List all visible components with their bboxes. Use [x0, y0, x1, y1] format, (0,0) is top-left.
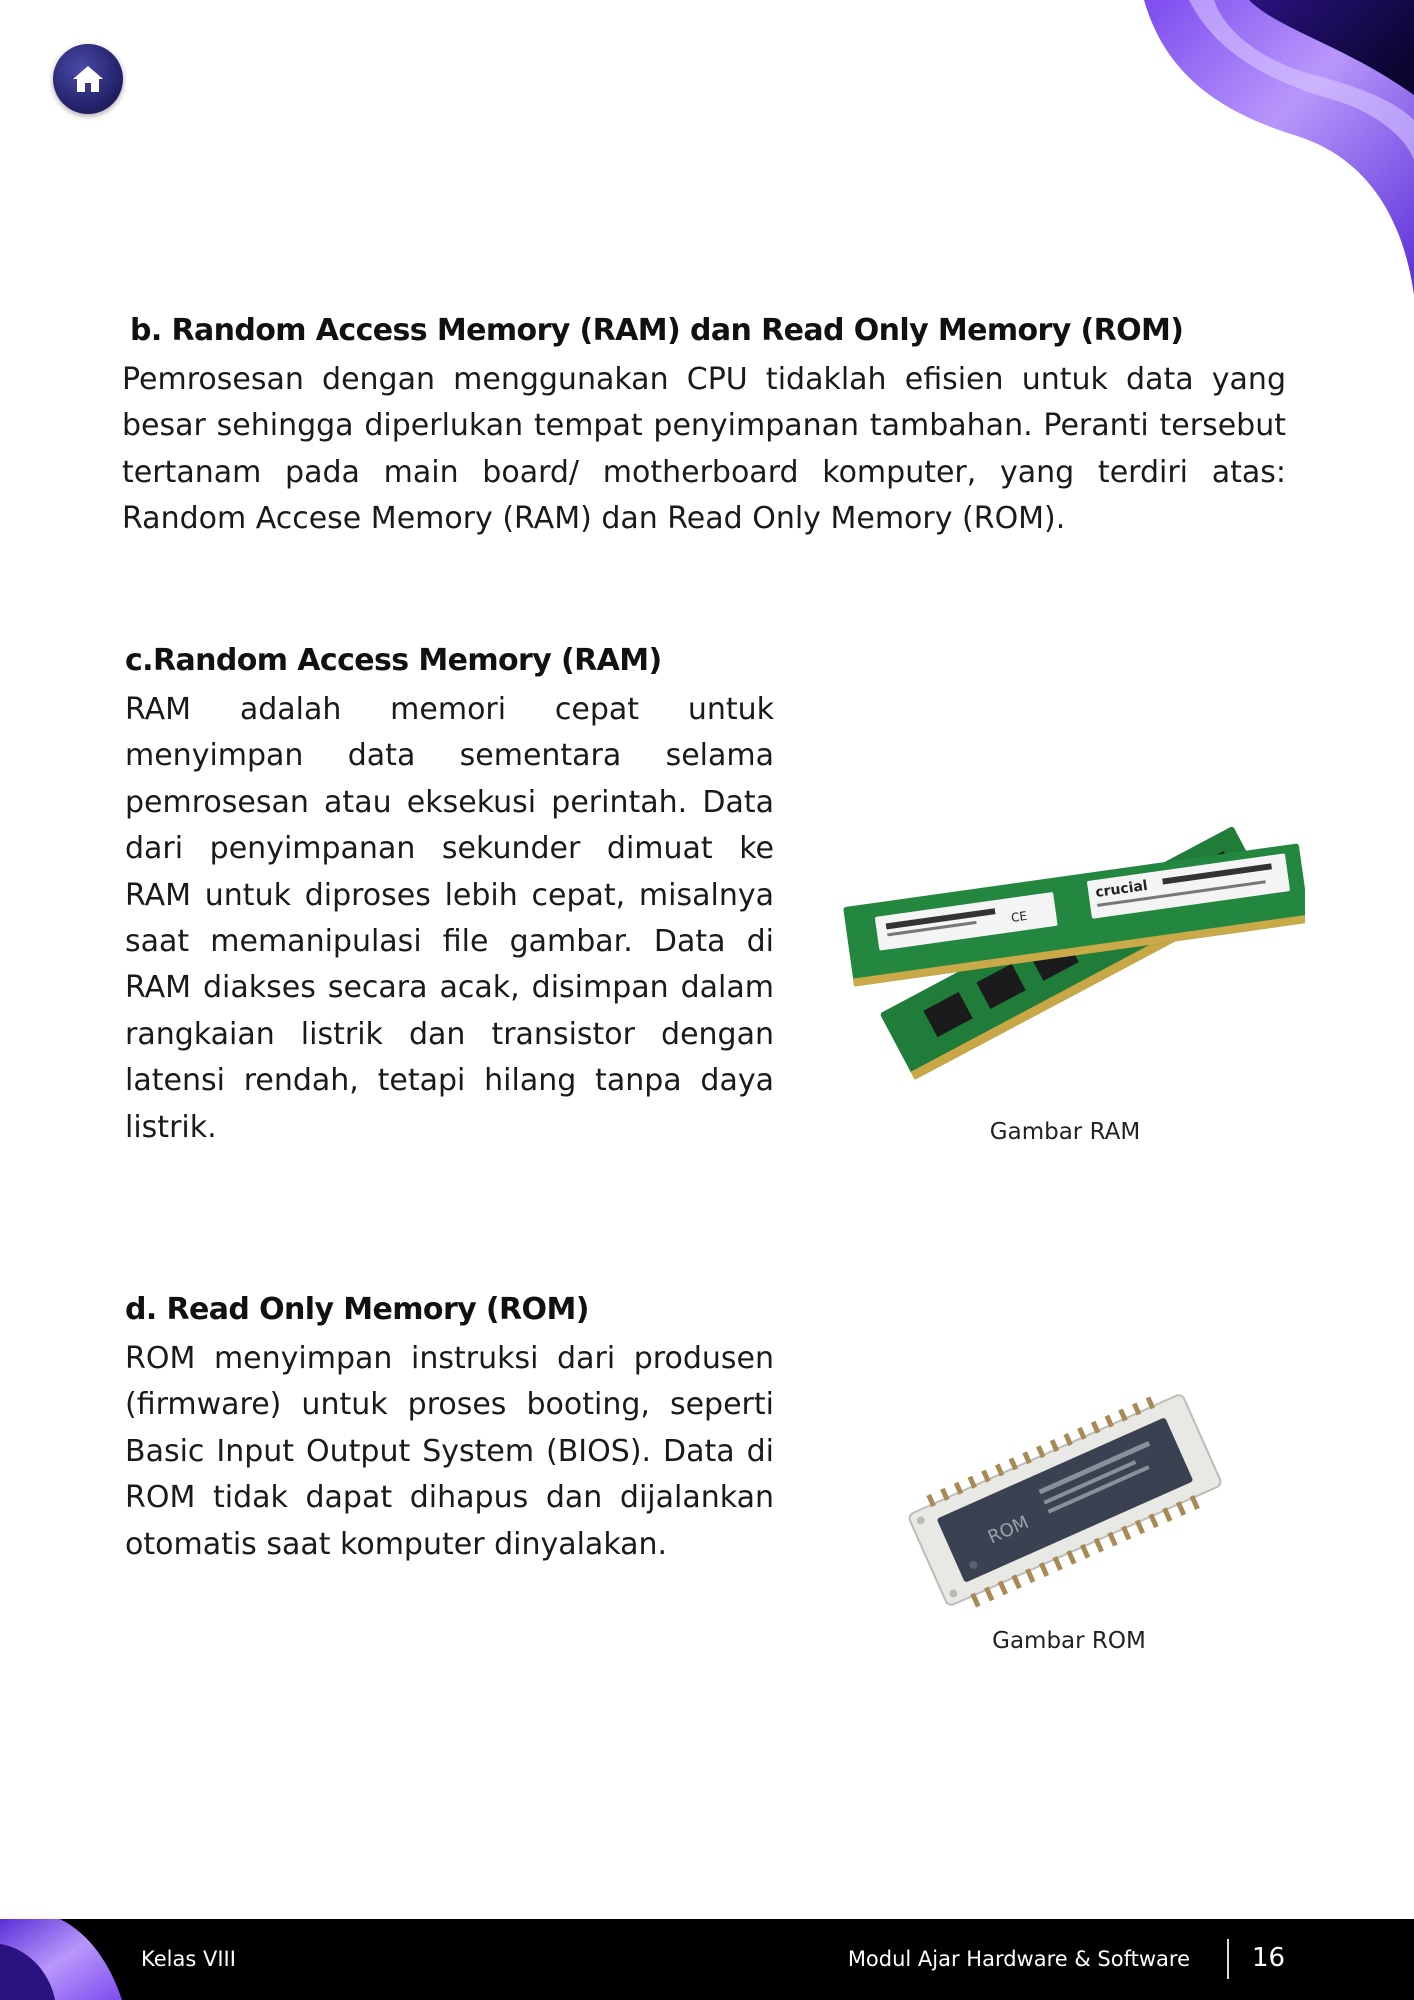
rom-caption: Gambar ROM: [992, 1628, 1146, 1654]
ram-caption: Gambar RAM: [989, 1119, 1141, 1145]
rom-chip-label: ROM: [984, 1511, 1033, 1549]
footer-module-title: Modul Ajar Hardware & Software: [847, 1947, 1190, 1971]
ce-mark: CE: [1010, 908, 1028, 925]
footer-divider: [1227, 1939, 1229, 1979]
decorative-wave-top: [1014, 0, 1414, 300]
section-c-heading: c.Random Access Memory (RAM): [125, 643, 662, 678]
home-button[interactable]: [53, 44, 123, 114]
rom-image: [895, 1380, 1235, 1620]
section-b-heading: b. Random Access Memory (RAM) dan Read Only Memory (ROM): [130, 313, 1184, 348]
footer-class-label: Kelas VIII: [141, 1947, 236, 1971]
ram-image: [835, 785, 1305, 1095]
ram-brand-label: crucial: [1094, 877, 1149, 901]
section-b-paragraph: Pemrosesan dengan menggunakan CPU tidaklah efisien untuk data yang besar sehingga diperlukan tempat penyimpanan tambahan. Peranti tersebut tertanam pada main board/ motherboard komputer, yang terdiri atas: Random Accese Memory (RAM) dan Read Only Memory (ROM).: [122, 362, 1286, 537]
section-d-heading: d. Read Only Memory (ROM): [125, 1292, 589, 1327]
home-icon: [70, 61, 106, 97]
decorative-wave-bottom: [0, 1919, 130, 2000]
section-c-paragraph: RAM adalah memori cepat untuk menyimpan data sementara selama pemrosesan atau eksekusi perintah. Data dari penyimpanan sekunder dimuat ke RAM untuk diproses lebih cepat, misalnya saat memanipulasi file gambar. Data di RAM diakses secara acak, disimpan dalam rangkaian listrik dan transistor dengan latensi rendah, tetapi hilang tanpa daya listrik.: [125, 692, 774, 1145]
section-d-paragraph: ROM menyimpan instruksi dari produsen (firmware) untuk proses booting, seperti Basic Input Output System (BIOS). Data di ROM tidak dapat dihapus dan dijalankan otomatis saat komputer dinyalakan.: [125, 1341, 774, 1562]
page-footer: [0, 1919, 1414, 2000]
page-number: 16: [1252, 1943, 1286, 1973]
